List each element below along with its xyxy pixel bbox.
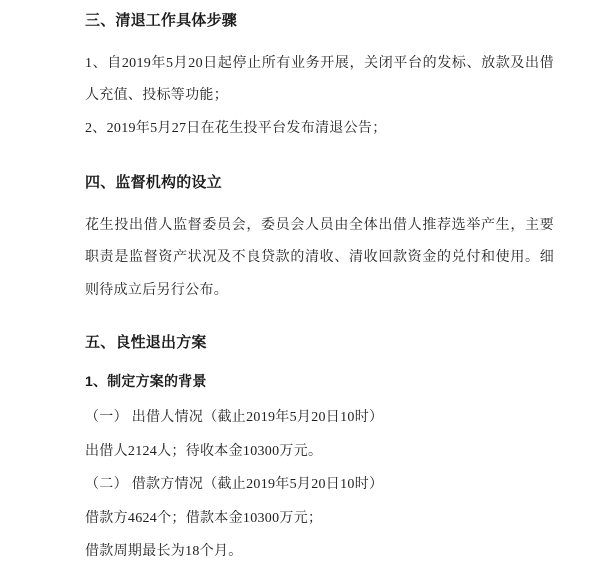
paragraph-borrower-situation-title: （二） 借款方情况（截止2019年5月20日10时） [85,477,384,492]
paragraph-step-2: 2、2019年5月27日在花生投平台发布清退公告； [85,120,387,136]
section-heading-cleanup-steps: 三、清退工作具体步骤 [85,12,238,29]
paragraph-step-1: 1、自2019年5月20日起停止所有业务开展，关闭平台的发标、放款及出借人充值、投标等功能； [85,55,554,103]
section-heading-benign-exit-plan: 五、良性退出方案 [85,334,207,351]
paragraph-borrower-figures: 借款方4624个；借款本金10300万元； [85,510,323,526]
paragraph-supervisory-committee: 花生投出借人监督委员会，委员会人员由全体出借人推荐选举产生，主要职责是监督资产状况及不良贷款的清收、清收回款资金的兑付和使用。细则待成立后另行公布。 [85,217,554,298]
paragraph-lender-figures: 出借人2124人；待收本金10300万元。 [85,443,323,459]
section-heading-supervisory-body: 四、监督机构的设立 [85,174,222,191]
paragraph-lender-situation-title: （一） 出借人情况（截止2019年5月20日10时） [85,410,384,425]
subheading-plan-background: 1、制定方案的背景 [85,372,207,389]
paragraph-loan-period: 借款周期最长为18个月。 [85,544,243,559]
